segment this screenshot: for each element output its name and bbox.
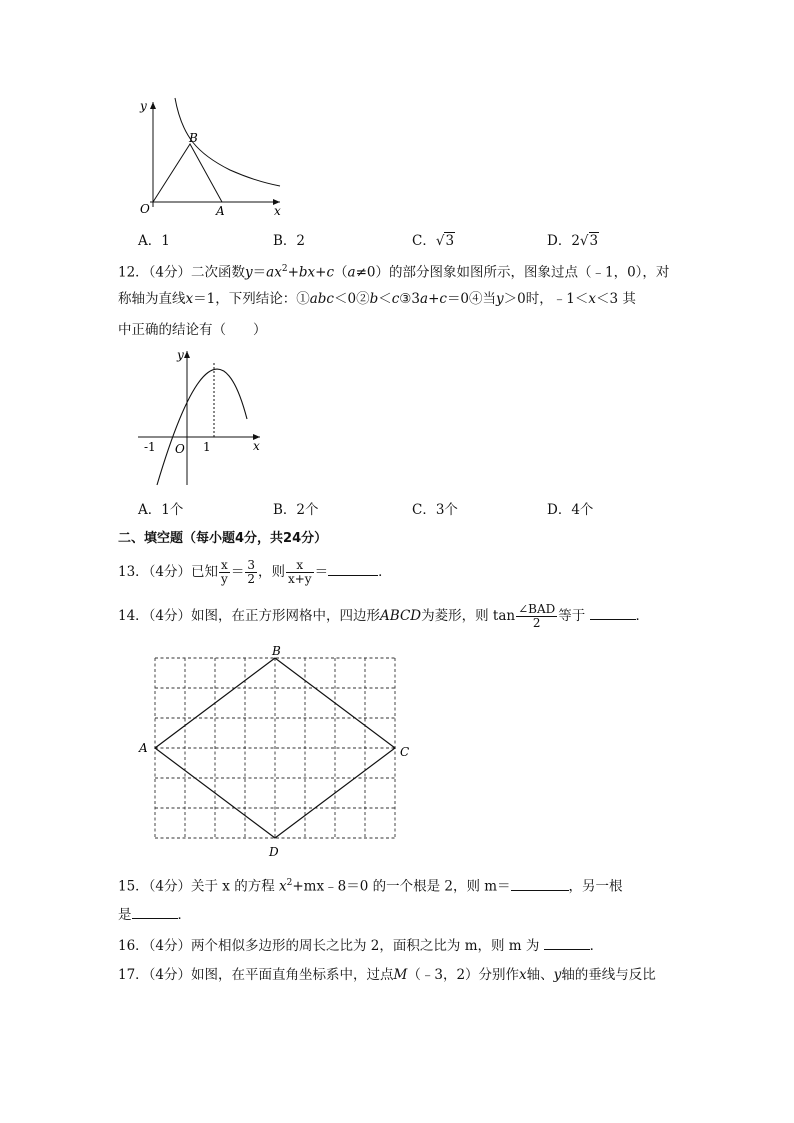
radical-sign: √ bbox=[579, 233, 589, 249]
q12-stem-line-1: 12．（4分）二次函数$y=ax^2+bx+c(a\ne 0)$的部分图象如图所示，图象过点（﹣1，0），对 bbox=[118, 264, 670, 281]
q11-option-a[interactable]: A．1 bbox=[138, 233, 170, 249]
section-title: 二、填空题（每小题4分，共24分） bbox=[118, 531, 328, 546]
q15-answer-blank-2[interactable] bbox=[132, 904, 178, 919]
q15-stem-line-1 bbox=[118, 874, 623, 896]
q12-parabola bbox=[157, 369, 247, 485]
q13-stem bbox=[118, 559, 392, 586]
q12-stem-text: ＝0④当 bbox=[446, 291, 497, 307]
q14-quad-name: ABCD bbox=[380, 608, 422, 624]
q15-text: 是 bbox=[118, 907, 132, 923]
q12-stem-text: ＜0② bbox=[333, 291, 370, 307]
q13-answer-blank[interactable] bbox=[328, 561, 378, 576]
q17-text: 轴的垂线与反比 bbox=[561, 967, 656, 983]
q12-stem-text: ＞0时，﹣1＜ bbox=[503, 291, 589, 307]
q11-figure bbox=[130, 92, 295, 220]
q12-option-a[interactable]: A．1个 bbox=[138, 502, 184, 518]
fraction-numerator: ∠BAD bbox=[518, 602, 556, 616]
q15-answer-blank-1[interactable] bbox=[511, 876, 569, 891]
q12-stem-text: ＜3 其 bbox=[595, 291, 636, 307]
q17-stem bbox=[118, 966, 656, 984]
q15-exponent: 2 bbox=[286, 878, 293, 888]
q14-label-a: A bbox=[139, 741, 148, 755]
q15-text: ，另一根 bbox=[568, 878, 623, 895]
q12-label-o: O bbox=[175, 442, 185, 456]
q11-option-b[interactable]: B．2 bbox=[273, 233, 306, 249]
q12-stem-line-2: 称轴为直线x＝1，下列结论：①abc＜0②b＜c③3a+c＝0④当y＞0时，﹣1＜x＜3 其 bbox=[118, 291, 636, 307]
q13-text: ＝ bbox=[314, 564, 329, 580]
q14-text: 14．（4分）如图，在正方形网格中，四边形 bbox=[118, 608, 381, 624]
q14-text: ． bbox=[635, 608, 650, 624]
q12-figure bbox=[135, 343, 270, 488]
q12-equation: y bbox=[245, 264, 253, 281]
fraction bbox=[286, 559, 314, 586]
q15-text: 15．（4分）关于 x 的方程 bbox=[118, 878, 280, 895]
q13-text: ． bbox=[378, 564, 392, 580]
q12-option-b[interactable]: B．2个 bbox=[273, 502, 319, 518]
q17-text: （﹣3，2）分别作 bbox=[407, 967, 520, 983]
q16-text: ． bbox=[589, 938, 604, 954]
q15-equation: +mx﹣8＝0 bbox=[292, 878, 369, 895]
q16-answer-blank[interactable] bbox=[544, 935, 590, 950]
fraction-numerator: x bbox=[286, 559, 314, 573]
q11-triangle bbox=[153, 144, 222, 202]
q12-label-one: 1 bbox=[203, 440, 211, 454]
q12-stem-text: 12．（4分）二次函数 bbox=[118, 264, 246, 281]
fraction-denominator: y bbox=[221, 572, 228, 586]
q11-label-o: O bbox=[140, 202, 150, 216]
q11-option-d-radicand: 3 bbox=[589, 233, 599, 249]
q17-point: M bbox=[393, 967, 408, 983]
q17-var: y bbox=[553, 967, 562, 983]
q11-option-d[interactable] bbox=[547, 229, 599, 249]
q16-stem bbox=[118, 935, 603, 955]
q17-text: 轴、 bbox=[526, 967, 554, 983]
q12-stem-text: 的部分图象如图所示，图象过点（﹣1，0），对 bbox=[389, 264, 670, 281]
q12-stem-text: ③3 bbox=[399, 291, 420, 307]
q11-option-c-prefix: C． bbox=[412, 233, 436, 249]
q12-option-d[interactable]: D．4个 bbox=[547, 502, 594, 518]
q11-option-c[interactable] bbox=[412, 229, 455, 249]
q14-figure bbox=[135, 642, 415, 862]
q16-text: 16．（4分）两个相似多边形的周长之比为 2，面积之比为 m，则 m 为 bbox=[118, 938, 540, 954]
q17-text: 17．（4分）如图，在平面直角坐标系中，过点 bbox=[118, 967, 394, 983]
q12-option-c[interactable]: C．3个 bbox=[412, 502, 458, 518]
q13-text: 13．（4分）已知 bbox=[118, 564, 219, 580]
fraction bbox=[245, 559, 257, 586]
q12-stem-line-3: 中正确的结论有（ ） bbox=[118, 322, 267, 338]
fraction-denominator: 2 bbox=[532, 616, 541, 630]
fraction bbox=[516, 603, 557, 630]
q12-label-x: x bbox=[253, 439, 260, 453]
q11-label-a: A bbox=[216, 204, 225, 218]
q11-option-c-radicand: 3 bbox=[445, 233, 455, 249]
fraction-numerator: x bbox=[221, 558, 228, 572]
q14-grid bbox=[155, 658, 395, 838]
q14-text: 等于 bbox=[558, 608, 586, 624]
fraction-denominator: 2 bbox=[247, 572, 255, 586]
fraction-numerator: 3 bbox=[247, 558, 255, 572]
q14-label-b: B bbox=[272, 644, 281, 658]
q14-stem bbox=[118, 603, 649, 630]
q14-label-c: C bbox=[400, 745, 410, 759]
q12-stem-text: ，下列结论：① bbox=[215, 291, 310, 307]
q14-label-d: D bbox=[269, 845, 279, 859]
q15-text: ． bbox=[177, 907, 191, 923]
q12-y-arrow bbox=[184, 351, 190, 358]
q11-label-y: y bbox=[140, 99, 147, 113]
q13-text: ＝ bbox=[230, 564, 245, 580]
q12-label-neg1: -1 bbox=[144, 440, 156, 454]
fraction-denominator: x+y bbox=[287, 572, 312, 586]
q11-option-d-prefix: D．2 bbox=[547, 233, 580, 249]
q14-text: 为菱形，则 tan bbox=[421, 608, 516, 624]
q13-text: ，则 bbox=[257, 564, 285, 580]
q12-stem-text: ＜ bbox=[378, 291, 392, 307]
q11-label-x: x bbox=[274, 204, 281, 218]
fraction bbox=[219, 559, 230, 586]
q15-stem-line-2 bbox=[118, 904, 191, 924]
q17-var: x bbox=[519, 967, 527, 983]
q12-label-y: y bbox=[177, 348, 184, 362]
q15-var: x bbox=[279, 878, 287, 895]
q14-answer-blank[interactable] bbox=[590, 605, 636, 620]
q12-stem-text: 称轴为直线 bbox=[118, 291, 186, 307]
q11-label-b: B bbox=[189, 131, 198, 145]
q15-text: 的一个根是 2，则 m＝ bbox=[368, 878, 511, 895]
radical-sign: √ bbox=[435, 233, 445, 249]
q11-y-arrow bbox=[150, 102, 156, 109]
